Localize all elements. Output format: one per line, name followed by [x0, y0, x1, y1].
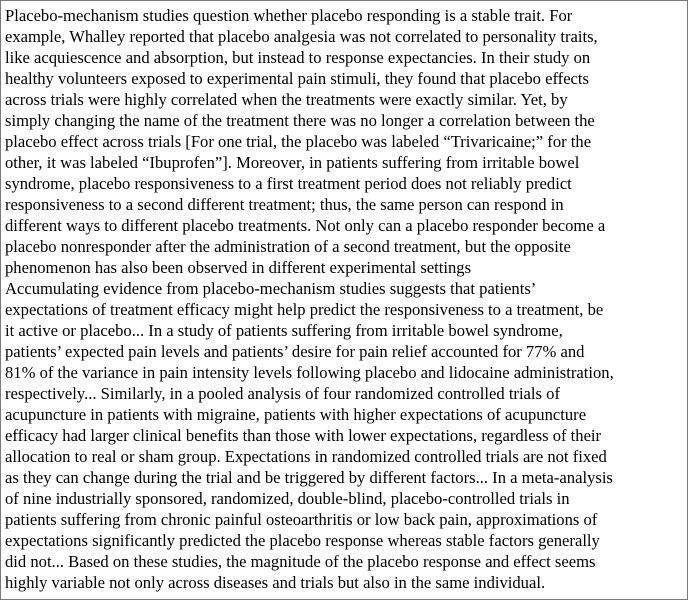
text-line: placebo nonresponder after the administration of a second treatment, but the opposite: [5, 237, 571, 256]
text-line: placebo effect across trials [For one trial, the placebo was labeled “Trivaricaine;” for the: [5, 132, 592, 151]
text-line: syndrome, placebo responsiveness to a first treatment period does not reliably predict: [5, 174, 572, 193]
text-line: expectations of treatment efficacy might help predict the responsiveness to a treatment, be: [5, 300, 604, 319]
text-line: 81% of the variance in pain intensity levels following placebo and lidocaine administration,: [5, 363, 614, 382]
text-line: phenomenon has also been observed in different experimental settings: [5, 258, 472, 277]
text-line: efficacy had larger clinical benefits than those with lower expectations, regardless of their: [5, 426, 602, 445]
text-line: Placebo-mechanism studies question whether placebo responding is a stable trait. For: [5, 6, 573, 25]
text-line: example, Whalley reported that placebo analgesia was not correlated to personality traits,: [5, 27, 598, 46]
text-line: patients suffering from chronic painful osteoarthritis or low back pain, approximations of: [5, 510, 598, 529]
text-line: did not... Based on these studies, the magnitude of the placebo response and effect seems: [5, 552, 596, 571]
paragraph-placebo-trait: [5, 5, 685, 278]
text-line: like acquiescence and absorption, but instead to response expectancies. In their study on: [5, 48, 591, 67]
text-line: responsiveness to a second different treatment; thus, the same person can respond in: [5, 195, 564, 214]
text-line: simply changing the name of the treatment there was no longer a correlation between the: [5, 111, 595, 130]
text-line: Accumulating evidence from placebo-mechanism studies suggests that patients’: [5, 279, 537, 298]
text-line: highly variable not only across diseases and trials but also in the same individual.: [5, 573, 546, 592]
text-line: acupuncture in patients with migraine, patients with higher expectations of acupuncture: [5, 405, 587, 424]
text-line: different ways to different placebo treatments. Not only can a placebo responder become a: [5, 216, 606, 235]
text-line: respectively... Similarly, in a pooled analysis of four randomized controlled trials of: [5, 384, 560, 403]
text-line: allocation to real or sham group. Expectations in randomized controlled trials are not fixed: [5, 447, 607, 466]
text-line: expectations significantly predicted the placebo response whereas stable factors generally: [5, 531, 600, 550]
text-line: patients’ expected pain levels and patients’ desire for pain relief accounted for 77% and: [5, 342, 585, 361]
text-line: as they can change during the trial and be triggered by different factors... In a meta-analysis: [5, 468, 613, 487]
text-line: healthy volunteers exposed to experimental pain stimuli, they found that placebo effects: [5, 69, 589, 88]
text-line: it active or placebo... In a study of patients suffering from irritable bowel syndrome,: [5, 321, 563, 340]
paragraph-expectations: [5, 278, 685, 593]
document-body: [5, 5, 685, 593]
text-line: across trials were highly correlated when the treatments were exactly similar. Yet, by: [5, 90, 568, 109]
text-line: other, it was labeled “Ibuprofen”]. Moreover, in patients suffering from irritable bowel: [5, 153, 580, 172]
text-line: of nine industrially sponsored, randomized, double-blind, placebo-controlled trials in: [5, 489, 570, 508]
